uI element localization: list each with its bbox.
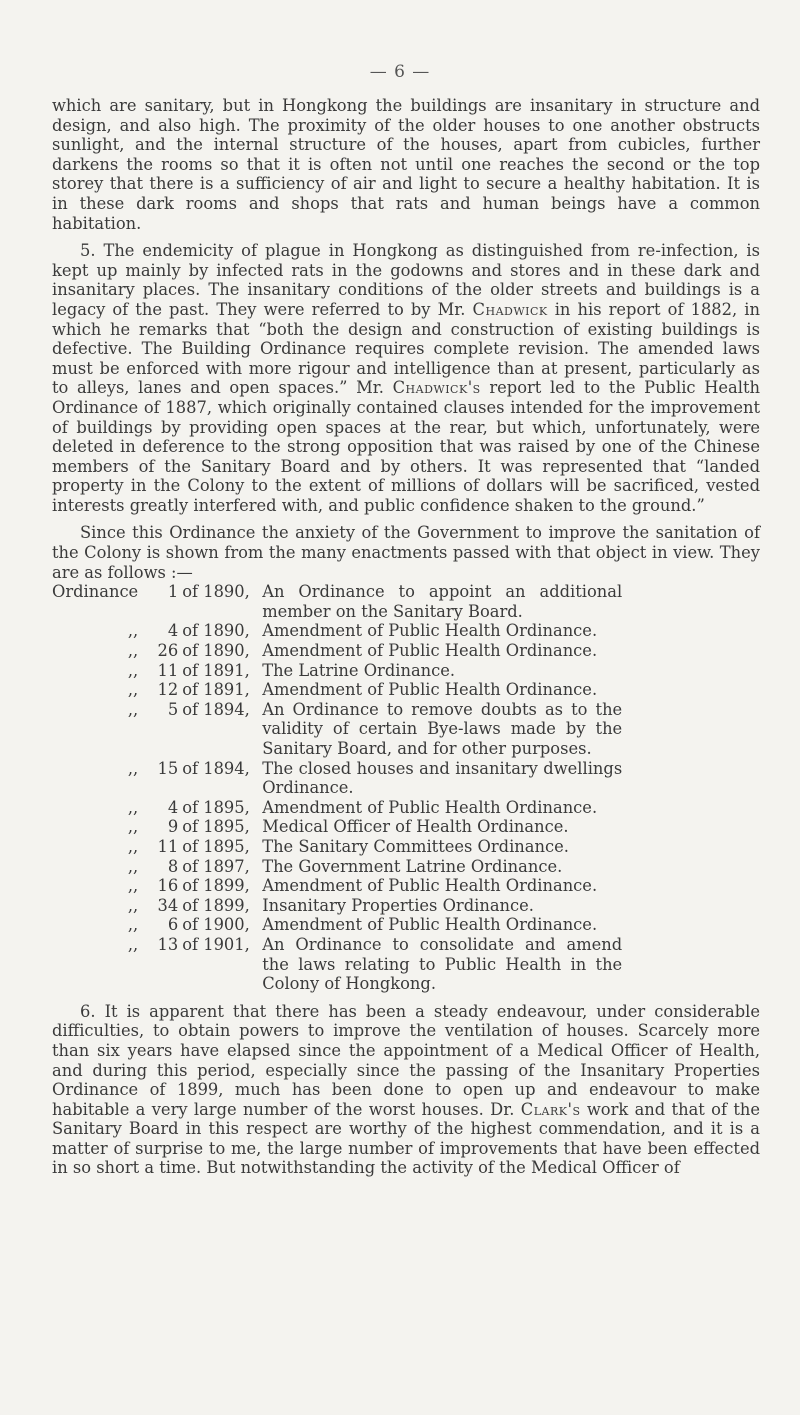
- ordinance-year: of 1900,: [182, 915, 250, 935]
- ordinance-label: ,,: [127, 660, 139, 680]
- ordinance-label: ,,: [127, 817, 139, 837]
- ordinance-label: ,,: [127, 699, 139, 719]
- ordinance-year: of 1899,: [182, 876, 250, 896]
- paragraph-5-text-a: 5. The endemicity of plague in Hongkong as distinguished from re-infection, is kept up mainly by infected rats in the godowns and stores and in these dark and insanitary places. The insanitary conditions of the older streets and buildings is a legacy of the past. They were referred to by Mr.: [52, 241, 760, 319]
- ordinance-year: of 1894,: [182, 758, 250, 778]
- ordinance-description: Insanitary Properties Ordinance.: [262, 895, 534, 915]
- paragraph-6-text-a: 6. It is apparent that there has been a steady endeavour, under considerable difficulties, to obtain powers to improve the ventilation of houses. Scarcely more than six years have elapsed since the appointment of a Medical Officer of Health, and during this period, especially since the passing of the Insanitary Properties Ordinance of 1899, much has been done to open up and endeavour to make habitable a very large number of the worst houses. Dr.: [52, 1001, 760, 1119]
- ordinance-row: [52, 621, 622, 641]
- ordinance-year: of 1891,: [182, 660, 250, 680]
- ordinance-row: [52, 935, 622, 994]
- ordinance-number: 1: [167, 582, 179, 602]
- ordinance-label: ,,: [127, 621, 139, 641]
- ordinance-year: of 1894,: [182, 699, 250, 719]
- ordinance-row: [52, 876, 622, 896]
- ordinance-number: 4: [167, 621, 179, 641]
- paragraph-5-text-c: report led to the Public Health Ordinance of 1887, which originally contained clauses intended for the improvement of buildings by providing open spaces at the rear, but which, unfortunately, were deleted in deference to the strong opposition that was raised by one of the Chinese members of the Sanitary Board and by others. It was represented that “landed property in the Colony to the extent of millions of dollars will be sacrificed, vested interests greatly interfered with, and public confidence shaken to the ground.”: [52, 378, 760, 515]
- ordinance-description: The Latrine Ordinance.: [262, 660, 456, 680]
- ordinance-description: Amendment of Public Health Ordinance.: [262, 641, 598, 661]
- ordinance-label: ,,: [127, 680, 139, 700]
- ordinance-number: 26: [157, 641, 179, 661]
- ordinance-number: 5: [167, 699, 179, 719]
- ordinance-number: 12: [157, 680, 179, 700]
- ordinance-row: [52, 857, 622, 877]
- ordinance-label: ,,: [127, 934, 139, 954]
- ordinance-number: 11: [157, 660, 179, 680]
- paragraph-continuation: which are sanitary, but in Hongkong the buildings are insanitary in structure and design, and also high. The proximity of the older houses to one another obstructs sunlight, and the internal structure of the houses, apart from cubicles, further darkens the rooms so that it is often not until one reaches the second or the top storey that there is a sufficiency of air and light to secure a healthy habitation. It is in these dark rooms and shops that rats and human beings have a common habitation.: [52, 96, 760, 233]
- ordinance-description: The Government Latrine Ordinance.: [262, 856, 563, 876]
- ordinance-description: Amendment of Public Health Ordinance.: [262, 876, 598, 896]
- ordinance-row: [52, 582, 622, 621]
- ordinance-label: ,,: [127, 836, 139, 856]
- ordinance-description: Amendment of Public Health Ordinance.: [262, 915, 598, 935]
- ordinance-label: Ordinance: [52, 582, 139, 602]
- body-text: [52, 96, 760, 1178]
- ordinance-label: ,,: [127, 915, 139, 935]
- ordinance-row: [52, 641, 622, 661]
- name-chadwicks: Chadwick's: [392, 378, 481, 398]
- paragraph-5-text-b: in his report of 1882, in which he remarks that “both the design and construction of existing buildings is defective. The Building Ordinance requires complete revision. The amended laws must be enforced with more rigour and intelligence than at present, particularly as to alleys, lanes and open spaces.” Mr.: [52, 299, 760, 398]
- ordinance-label: ,,: [127, 876, 139, 896]
- ordinance-label: ,,: [127, 641, 139, 661]
- ordinance-number: 8: [167, 856, 179, 876]
- ordinance-number: 6: [167, 915, 179, 935]
- ordinance-description: An Ordinance to consolidate and amend the laws relating to Public Health in the Colony of Hongkong.: [262, 934, 623, 994]
- ordinance-number: 11: [157, 836, 179, 856]
- paragraph-5: [52, 241, 760, 515]
- ordinance-row: [52, 798, 622, 818]
- ordinance-year: of 1890,: [182, 582, 250, 602]
- ordinance-number: 16: [157, 876, 179, 896]
- ordinance-label: ,,: [127, 758, 139, 778]
- ordinance-description: The Sanitary Committees Ordinance.: [262, 836, 569, 856]
- ordinance-year: of 1895,: [182, 797, 250, 817]
- ordinance-number: 9: [167, 817, 179, 837]
- ordinance-description: Amendment of Public Health Ordinance.: [262, 680, 598, 700]
- paragraph-since: Since this Ordinance the anxiety of the Government to improve the sanitation of the Colony is shown from the many enactments passed with that object in view. They are as follows :—: [52, 523, 760, 582]
- ordinance-number: 13: [157, 934, 179, 954]
- ordinance-description: Medical Officer of Health Ordinance.: [262, 817, 569, 837]
- ordinance-year: of 1890,: [182, 621, 250, 641]
- ordinance-year: of 1895,: [182, 836, 250, 856]
- name-clarks: Clark's: [520, 1099, 581, 1119]
- ordinance-description: The closed houses and insanitary dwellings Ordinance.: [262, 758, 623, 798]
- ordinance-row: [52, 896, 622, 916]
- page-number: — 6 —: [369, 62, 431, 82]
- ordinance-label: ,,: [127, 895, 139, 915]
- ordinance-number: 15: [157, 758, 179, 778]
- ordinance-list: [52, 582, 622, 993]
- ordinance-row: [52, 700, 622, 759]
- ordinance-description: An Ordinance to remove doubts as to the validity of certain Bye-laws made by the Sanitary Board, and for other purposes.: [262, 699, 623, 758]
- ordinance-year: of 1891,: [182, 680, 250, 700]
- paragraph-6: [52, 1002, 760, 1178]
- ordinance-label: ,,: [127, 797, 139, 817]
- ordinance-description: Amendment of Public Health Ordinance.: [262, 797, 598, 817]
- ordinance-row: [52, 837, 622, 857]
- ordinance-year: of 1899,: [182, 895, 250, 915]
- ordinance-row: [52, 817, 622, 837]
- paragraph-6-text-b: work and that of the Sanitary Board in this respect are worthy of the highest commendation, and it is a matter of surprise to me, the large number of improvements that have been effected in so short a time. But notwithstanding the activity of the Medical Officer of: [52, 1099, 760, 1178]
- ordinance-number: 34: [157, 895, 179, 915]
- ordinance-year: of 1897,: [182, 856, 250, 876]
- ordinance-description: Amendment of Public Health Ordinance.: [262, 621, 598, 641]
- name-chadwick: Chadwick: [472, 299, 548, 319]
- ordinance-year: of 1901,: [182, 934, 250, 954]
- ordinance-description: An Ordinance to appoint an additional member on the Sanitary Board.: [262, 582, 623, 621]
- ordinance-row: [52, 680, 622, 700]
- ordinance-row: [52, 915, 622, 935]
- ordinance-row: [52, 661, 622, 681]
- ordinance-year: of 1895,: [182, 817, 250, 837]
- ordinance-year: of 1890,: [182, 641, 250, 661]
- ordinance-number: 4: [167, 797, 179, 817]
- ordinance-row: [52, 759, 622, 798]
- ordinance-label: ,,: [127, 856, 139, 876]
